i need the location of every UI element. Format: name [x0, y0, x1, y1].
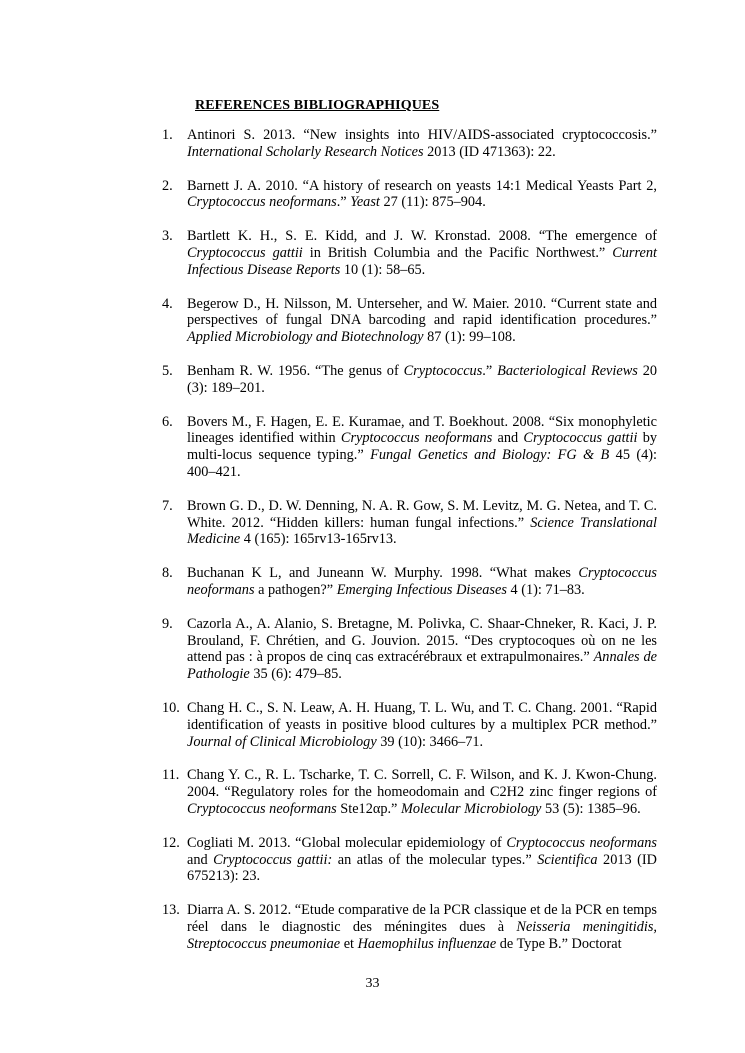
reference-segment: 35 (6): 479–85. — [249, 666, 342, 683]
reference-segment: Cogliati M. 2013. “Global molecular epidemiology of — [187, 834, 507, 851]
reference-segment: Ste12αp.” — [336, 800, 401, 817]
reference-segment: by multi-locus sequence typing.” — [187, 430, 658, 464]
reference-segment: 20 (3): 189–201. — [187, 362, 658, 396]
reference-segment: Brown G. D., D. W. Denning, N. A. R. Gow, S. M. Levitz, M. G. Netea, and T. C. White. 2012. “Hidden killers: human fungal infections.” — [187, 497, 657, 531]
reference-italic-segment: International Scholarly Research Notices — [187, 143, 424, 160]
reference-segment: de Type B.” Doctorat — [496, 935, 622, 952]
reference-number: 5. — [162, 362, 173, 379]
reference-segment: Bartlett K. H., S. E. Kidd, and J. W. Kronstad. 2008. “The emergence of — [187, 228, 657, 245]
reference-segment: 4 (1): 71–83. — [506, 581, 585, 598]
reference-number: 3. — [162, 228, 173, 245]
reference-text — [187, 616, 657, 682]
reference-segment: 87 (1): 99–108. — [423, 329, 516, 346]
reference-italic-segment: Cryptococcus neoformans — [340, 430, 493, 447]
reference-segment: Buchanan K L, and Juneann W. Murphy. 1998. “What makes — [187, 565, 579, 582]
reference-segment: Diarra A. S. 2012. “Etude comparative de la PCR classique et de la PCR en temps réel dans le diagnostic des méningites dues à — [187, 902, 657, 935]
reference-text — [187, 363, 657, 396]
reference-segment: Antinori S. 2013. “New insights into HIV/AIDS-associated cryptococcosis.” — [187, 127, 657, 143]
reference-entry — [162, 178, 657, 212]
reference-text — [187, 228, 657, 278]
reference-text — [187, 296, 657, 346]
reference-text — [187, 700, 657, 750]
reference-text — [187, 565, 657, 598]
reference-number: 11. — [162, 767, 180, 784]
reference-italic-segment: Cryptococcus gattii — [523, 430, 638, 447]
reference-segment: .” — [336, 194, 351, 211]
reference-italic-segment: Molecular Microbiology — [400, 800, 542, 817]
reference-italic-segment: Bacteriological Reviews — [497, 362, 638, 379]
reference-entry — [162, 228, 657, 278]
reference-segment: Cazorla A., A. Alanio, S. Bretagne, M. Polivka, C. Shaar-Chneker, R. Kaci, J. P. Brouland, F. Chrétien, and G. Jouvion. 2015. “Des cryptocoques où on ne les attend pas : à propos de cinq cas extracérébraux et extrapulmonaires.” — [187, 615, 657, 666]
reference-segment: .” — [482, 362, 498, 379]
reference-italic-segment: Current Infectious Disease Reports — [187, 244, 657, 278]
reference-italic-segment: Science Translational Medicine — [187, 514, 657, 548]
reference-number: 10. — [162, 699, 180, 716]
reference-entry — [162, 700, 657, 750]
reference-entry — [162, 835, 657, 885]
reference-text — [187, 902, 657, 952]
reference-text — [187, 767, 657, 817]
reference-italic-segment: Cryptococcus neoformans — [187, 194, 337, 211]
reference-italic-segment: Haemophilus influenzae — [357, 935, 497, 952]
reference-number: 1. — [162, 127, 173, 143]
reference-segment: an atlas of the molecular types.” — [332, 851, 538, 868]
reference-italic-segment: Emerging Infectious Diseases — [336, 581, 507, 598]
reference-text — [187, 178, 657, 211]
reference-segment: 2013 (ID 471363): 22. — [423, 143, 556, 160]
reference-italic-segment: Streptococcus pneumoniae — [187, 935, 341, 952]
reference-italic-segment: Journal of Clinical Microbiology — [187, 733, 377, 750]
reference-segment: et — [340, 935, 358, 952]
reference-segment: 10 (1): 58–65. — [340, 261, 426, 278]
page-number: 33 — [365, 976, 380, 991]
reference-italic-segment: Cryptococcus gattii — [187, 244, 303, 261]
reference-entry — [162, 498, 657, 548]
reference-italic-segment: Applied Microbiology and Biotechnology — [187, 329, 424, 346]
reference-number: 13. — [162, 902, 180, 919]
reference-segment: Begerow D., H. Nilsson, M. Unterseher, and W. Maier. 2010. “Current state and perspectives of fungal DNA barcoding and rapid identification procedures.” — [187, 295, 657, 329]
reference-italic-segment: Yeast — [350, 194, 380, 211]
reference-number: 9. — [162, 615, 173, 632]
reference-segment: 39 (10): 3466–71. — [376, 733, 484, 750]
reference-italic-segment: Fungal Genetics and Biology: FG & B — [370, 447, 610, 464]
reference-segment: 4 (165): 165rv13-165rv13. — [240, 531, 397, 548]
reference-entry — [162, 414, 657, 481]
reference-number: 12. — [162, 834, 180, 851]
reference-segment: 27 (11): 875–904. — [379, 194, 486, 211]
reference-italic-segment: Neisseria meningitidis, — [516, 918, 657, 935]
reference-italic-segment: Cryptococcus neoformans — [506, 834, 657, 851]
reference-segment: 2013 (ID 675213): 23. — [187, 851, 658, 885]
reference-segment: Barnett J. A. 2010. “A history of research on yeasts 14:1 Medical Yeasts Part 2, — [187, 177, 657, 194]
reference-segment: a pathogen?” — [254, 581, 337, 598]
reference-entry — [162, 296, 657, 346]
reference-italic-segment: Cryptococcus gattii: — [213, 851, 333, 868]
reference-segment: Benham R. W. 1956. “The genus of — [187, 362, 404, 379]
reference-text — [187, 414, 657, 480]
reference-italic-segment: Cryptococcus — [403, 362, 483, 379]
reference-text — [187, 835, 657, 885]
reference-list — [162, 127, 657, 969]
reference-italic-segment: Scientifica — [537, 851, 598, 868]
reference-segment: 45 (4): 400–421. — [187, 447, 657, 480]
reference-segment: and — [492, 430, 524, 447]
reference-segment: Chang H. C., S. N. Leaw, A. H. Huang, T. L. Wu, and T. C. Chang. 2001. “Rapid identification of yeasts in positive blood cultures by a multiplex PCR method.” — [187, 699, 657, 733]
reference-number: 7. — [162, 497, 173, 514]
reference-segment: Chang Y. C., R. L. Tscharke, T. C. Sorrell, C. F. Wilson, and K. J. Kwon-Chung. 2004. “Regulatory roles for the homeodomain and C2H2 zinc finger regions of — [187, 767, 657, 801]
reference-entry — [162, 767, 657, 817]
reference-segment: in British Columbia and the Pacific Northwest.” — [302, 244, 613, 261]
reference-italic-segment: Cryptococcus neoformans — [187, 800, 337, 817]
reference-entry — [162, 127, 657, 161]
reference-entry — [162, 902, 657, 952]
reference-entry — [162, 565, 657, 599]
reference-number: 8. — [162, 565, 173, 582]
reference-italic-segment: Cryptococcus neoformans — [187, 565, 657, 598]
reference-segment: and — [187, 851, 214, 868]
reference-text — [187, 127, 657, 160]
page-heading: REFERENCES BIBLIOGRAPHIQUES — [195, 98, 440, 113]
reference-number: 4. — [162, 295, 173, 312]
reference-number: 2. — [162, 177, 173, 194]
reference-italic-segment: Annales de Pathologie — [187, 649, 657, 683]
reference-entry — [162, 616, 657, 683]
reference-segment: Bovers M., F. Hagen, E. E. Kuramae, and T. Boekhout. 2008. “Six monophyletic lineages identified within — [187, 413, 657, 447]
reference-entry — [162, 363, 657, 397]
reference-text — [187, 498, 657, 548]
reference-segment: 53 (5): 1385–96. — [541, 800, 641, 817]
reference-number: 6. — [162, 413, 173, 430]
